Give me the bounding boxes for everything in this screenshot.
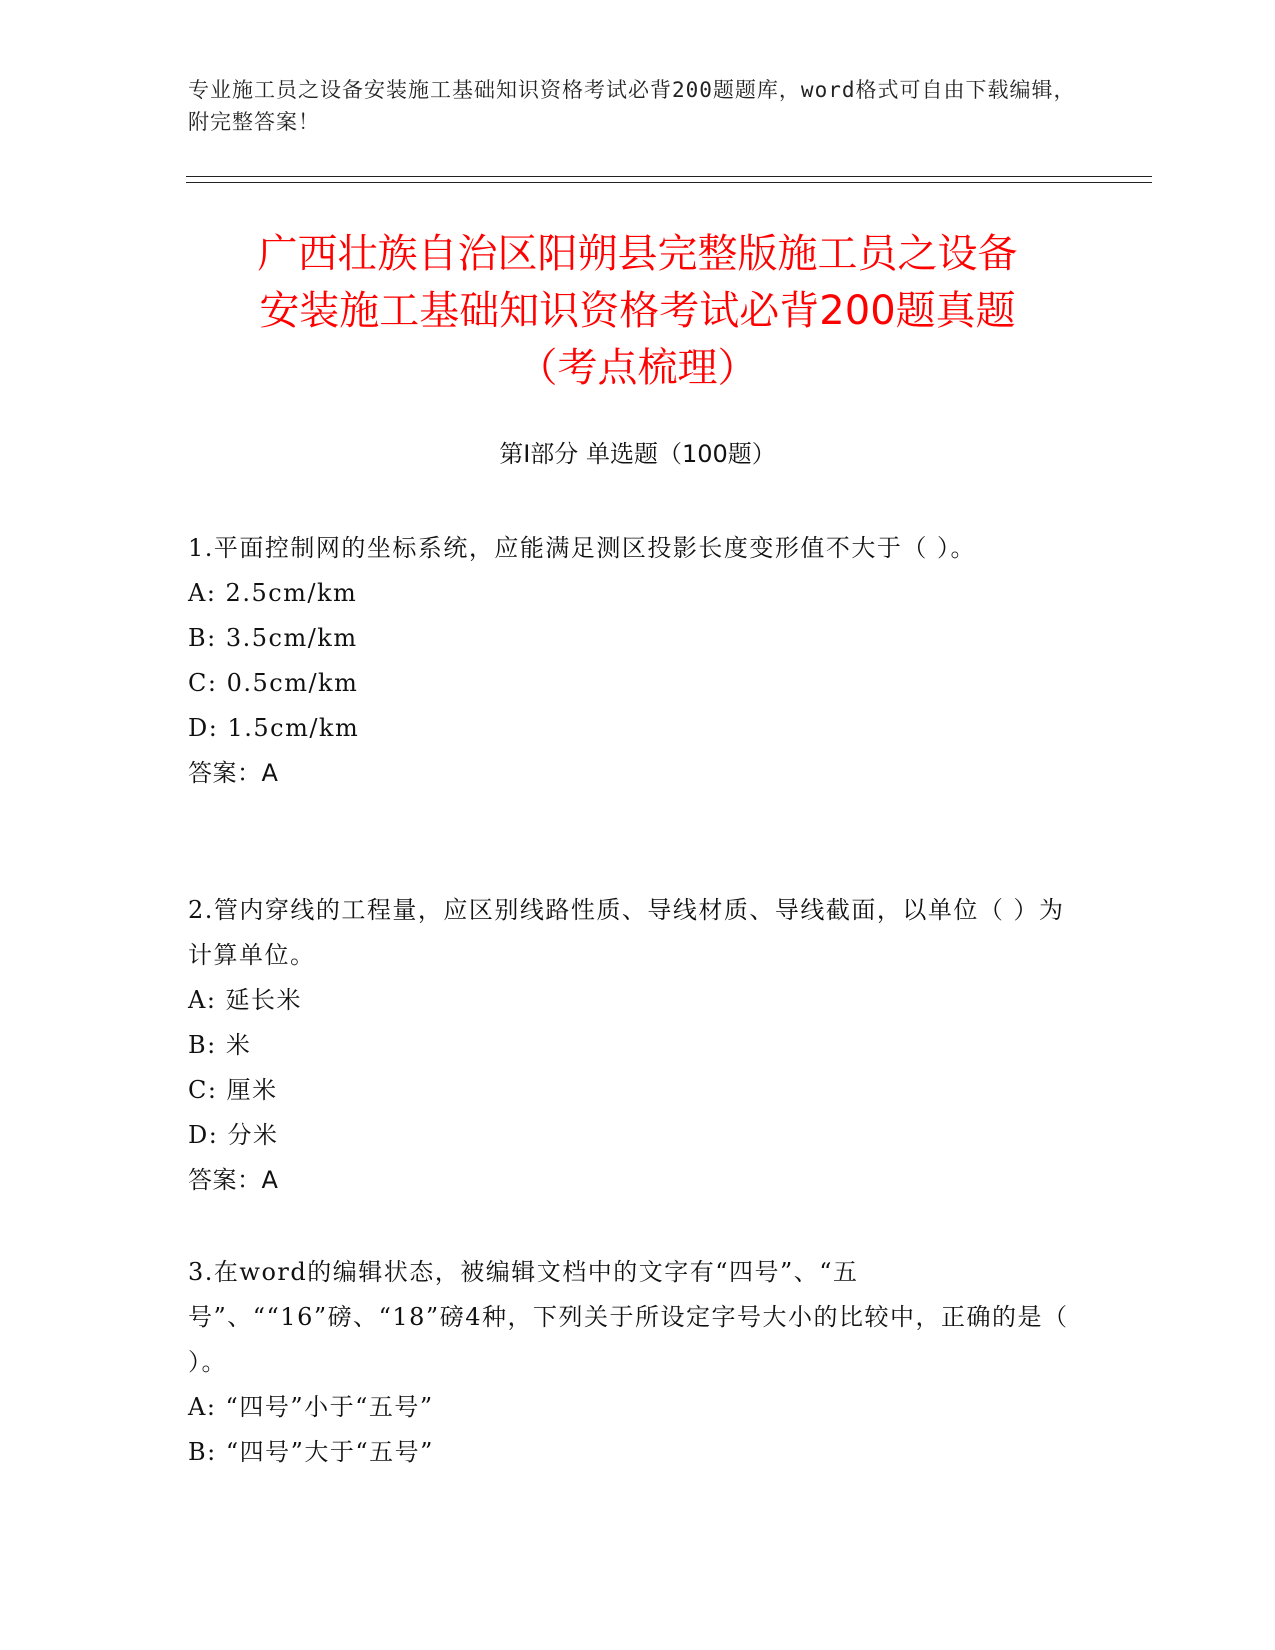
question-3 <box>188 1250 1088 1475</box>
answer: 答案：A <box>188 1166 279 1194</box>
option-b: B: 3.5cm/km <box>188 624 358 652</box>
answer: 答案：A <box>188 759 279 787</box>
option-d: D: 分米 <box>188 1121 279 1149</box>
option-b: B: “四号”大于“五号” <box>188 1438 434 1466</box>
question-text: 3.在word的编辑状态，被编辑文档中的文字有“四号”、“五号”、““16”磅、“18”磅4种，下列关于所设定字号大小的比较中，正确的是（ ）。 <box>188 1258 1069 1376</box>
option-a: A: 延长米 <box>188 986 303 1014</box>
option-d: D: 1.5cm/km <box>188 714 360 742</box>
header-divider-top <box>186 176 1152 177</box>
question-2 <box>188 888 1088 1203</box>
header-note: 专业施工员之设备安装施工基础知识资格考试必背200题题库，word格式可自由下载编辑，附完整答案！ <box>188 78 1076 134</box>
section-heading: 第Ⅰ部分 单选题（100题） <box>499 440 776 468</box>
document-title-line-2: 安装施工基础知识资格考试必背200题真题 <box>259 288 1016 334</box>
question-text: 2.管内穿线的工程量，应区别线路性质、导线材质、导线截面，以单位（ ）为计算单位。 <box>188 896 1065 969</box>
question-text: 1.平面控制网的坐标系统，应能满足测区投影长度变形值不大于（ ）。 <box>188 534 977 562</box>
option-c: C: 0.5cm/km <box>188 669 359 697</box>
header-divider-bottom <box>186 182 1152 183</box>
document-title-line-1: 广西壮族自治区阳朔县完整版施工员之设备 <box>257 231 1018 277</box>
document-title-line-3: （考点梳理） <box>517 345 758 391</box>
option-b: B: 米 <box>188 1031 252 1059</box>
option-a: A: 2.5cm/km <box>188 579 358 607</box>
option-a: A: “四号”小于“五号” <box>188 1393 434 1421</box>
document-title <box>150 226 1125 397</box>
option-c: C: 厘米 <box>188 1076 278 1104</box>
question-1 <box>188 526 1088 796</box>
